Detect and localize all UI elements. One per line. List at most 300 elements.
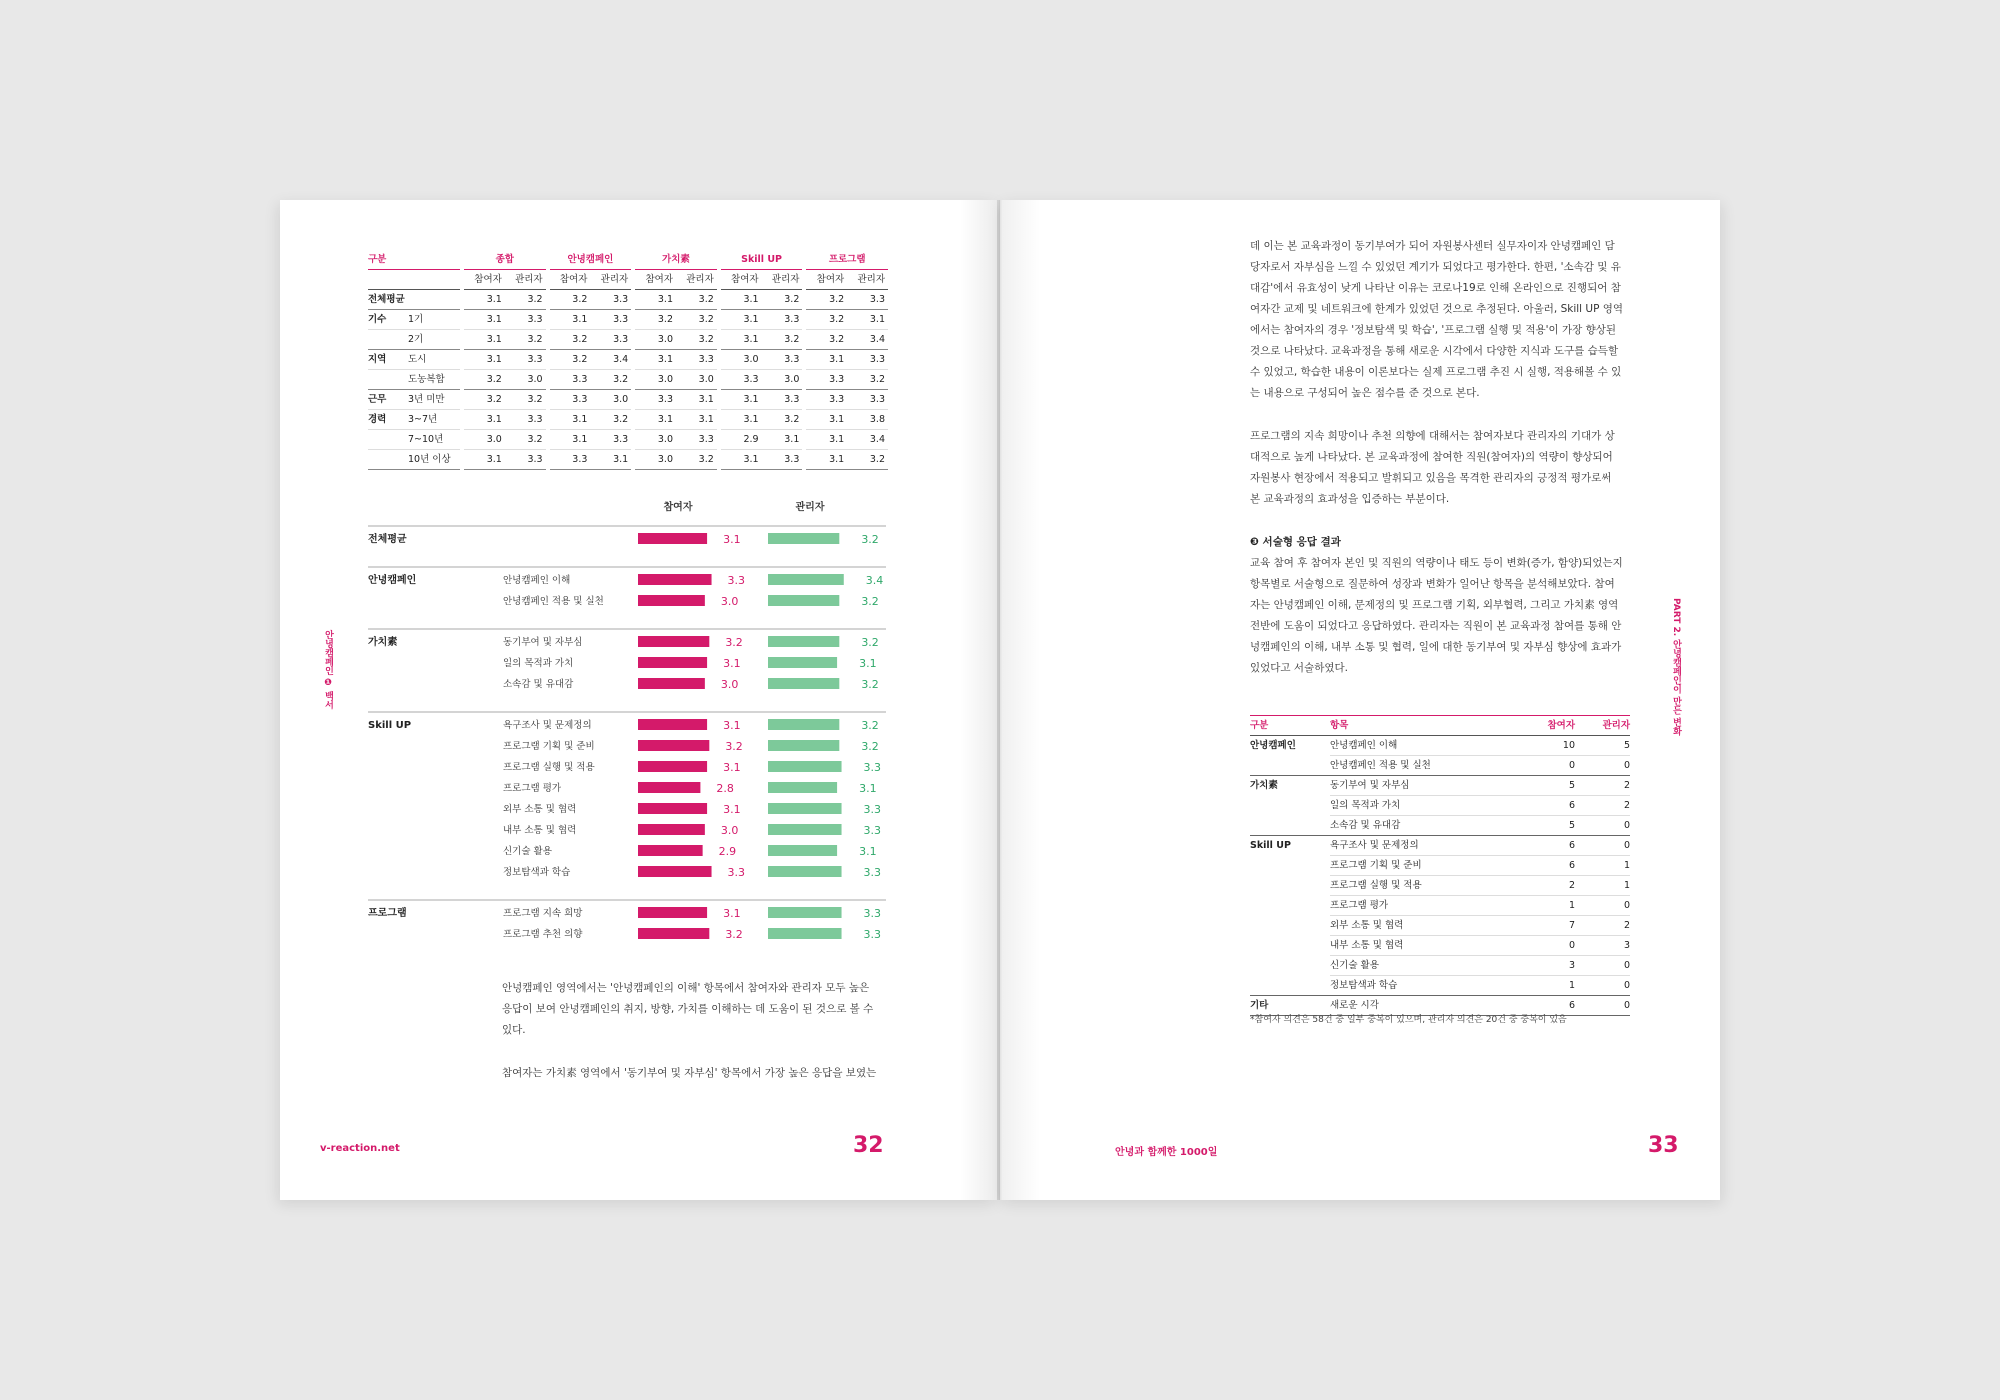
item-label: 욕구조사 및 문제정의 — [503, 720, 592, 731]
paragraph-line: 것으로 나타났다. 교육과정을 통해 새로운 시각에서 다양한 지식과 도구를 습득할 — [1250, 345, 1619, 357]
table-row — [368, 410, 888, 430]
value-cell: 3.1 — [464, 290, 505, 310]
value-cell: 3.2 — [806, 330, 847, 350]
row-category: Skill UP — [1250, 840, 1291, 852]
participant-count: 6 — [1520, 996, 1575, 1016]
header-cell: 구분 — [368, 250, 460, 270]
participant-count: 2 — [1520, 876, 1575, 896]
value-cell: 3.1 — [550, 310, 591, 330]
value-cell: 3.1 — [847, 310, 888, 330]
manager-bar — [768, 740, 839, 751]
item-label: 안녕캠페인 적용 및 실천 — [503, 596, 604, 607]
row-subcategory: 2기 — [408, 330, 460, 350]
value-cell: 3.3 — [505, 450, 546, 470]
row-item: 새로운 시각 — [1330, 996, 1520, 1016]
table-row — [1250, 916, 1630, 936]
row-item: 소속감 및 유대감 — [1330, 816, 1520, 836]
table-row — [1250, 796, 1630, 816]
value-cell: 3.1 — [635, 290, 676, 310]
group-label: 전체평균 — [368, 534, 407, 545]
value-cell: 3.1 — [464, 450, 505, 470]
value-cell: 3.2 — [762, 410, 803, 430]
value-cell: 3.2 — [847, 370, 888, 390]
participant-bar — [638, 761, 707, 772]
group-label: 가치素 — [368, 637, 398, 648]
manager-count: 0 — [1575, 836, 1630, 856]
row-subcategory: 3년 미만 — [408, 390, 460, 410]
value-cell: 3.2 — [676, 310, 717, 330]
manager-count: 0 — [1575, 976, 1630, 996]
item-label: 프로그램 기획 및 준비 — [503, 741, 595, 752]
row-item: 프로그램 실행 및 적용 — [1330, 876, 1520, 896]
summary-table — [368, 250, 888, 470]
manager-value: 3.2 — [861, 595, 879, 608]
participant-bar — [638, 595, 705, 606]
paragraph-line: 자원봉사 현장에서 적용되고 발휘되고 있음을 목격한 관리자의 긍정적 평가로써 — [1250, 472, 1612, 484]
value-cell: 3.1 — [721, 450, 762, 470]
manager-value: 3.2 — [861, 740, 879, 753]
value-cell: 3.3 — [762, 390, 803, 410]
value-cell: 3.2 — [550, 290, 591, 310]
value-cell: 3.2 — [676, 330, 717, 350]
subheader-cell: 관리자 — [762, 270, 803, 290]
row-subcategory: 1기 — [408, 310, 460, 330]
manager-bar — [768, 719, 839, 730]
participant-bar — [638, 928, 709, 939]
header-cell: 종합 — [464, 250, 546, 270]
value-cell: 3.2 — [847, 450, 888, 470]
participant-bar — [638, 803, 707, 814]
participant-count: 6 — [1520, 796, 1575, 816]
manager-value: 3.2 — [861, 533, 879, 546]
participant-value: 3.1 — [723, 803, 741, 816]
participant-value: 3.1 — [723, 907, 741, 920]
row-category — [1250, 856, 1330, 876]
value-cell: 3.3 — [505, 310, 546, 330]
value-cell: 3.2 — [464, 370, 505, 390]
subheader-cell: 참여자 — [806, 270, 847, 290]
participant-bar — [638, 782, 700, 793]
value-cell: 3.1 — [676, 410, 717, 430]
group-label: Skill UP — [368, 720, 412, 731]
value-cell: 3.2 — [676, 290, 717, 310]
value-cell: 3.1 — [550, 410, 591, 430]
table-header-row — [1250, 716, 1630, 736]
value-cell: 3.3 — [590, 330, 631, 350]
row-category: 안녕캠페인 — [1250, 740, 1296, 752]
table-row — [368, 310, 888, 330]
item-label: 프로그램 지속 희망 — [503, 908, 583, 919]
table-row — [368, 350, 888, 370]
right-page — [1000, 200, 1720, 1200]
participant-count: 3 — [1520, 956, 1575, 976]
footer-url[interactable]: v-reaction.net — [320, 1143, 400, 1154]
table-row — [1250, 816, 1630, 836]
paragraph-line: 녕캠페인의 이해, 내부 소통 및 협력, 일에 대한 동기부여 및 자부심 향상에 효과가 — [1250, 641, 1622, 653]
value-cell: 3.1 — [635, 350, 676, 370]
item-label: 외부 소통 및 협력 — [503, 804, 577, 815]
legend-manager: 관리자 — [795, 502, 825, 513]
value-cell: 3.3 — [762, 350, 803, 370]
participant-value: 3.2 — [725, 740, 743, 753]
item-label: 프로그램 평가 — [503, 783, 562, 794]
participant-count: 6 — [1520, 836, 1575, 856]
manager-count: 1 — [1575, 856, 1630, 876]
value-cell: 3.3 — [806, 390, 847, 410]
value-cell: 3.4 — [590, 350, 631, 370]
value-cell: 3.2 — [505, 430, 546, 450]
manager-count: 2 — [1575, 916, 1630, 936]
manager-value: 3.3 — [863, 803, 882, 816]
manager-bar — [768, 845, 837, 856]
manager-bar — [768, 761, 842, 772]
table-row — [1250, 776, 1630, 796]
paragraph-line: 교육 참여 후 참여자 본인 및 직원의 역량이나 태도 등이 변화(증가, 함양)되었는지 — [1250, 557, 1623, 569]
manager-count: 0 — [1575, 996, 1630, 1016]
table-row — [368, 430, 888, 450]
value-cell: 3.0 — [590, 390, 631, 410]
manager-bar — [768, 928, 842, 939]
row-subcategory: 3~7년 — [408, 410, 460, 430]
value-cell: 3.0 — [635, 450, 676, 470]
manager-bar — [768, 824, 842, 835]
value-cell: 3.2 — [806, 310, 847, 330]
value-cell: 3.1 — [550, 430, 591, 450]
value-cell: 3.0 — [464, 430, 505, 450]
manager-value: 3.3 — [863, 761, 882, 774]
participant-bar — [638, 824, 705, 835]
paragraph-line: 여자간 교제 및 네트워크에 한계가 있었던 것으로 추정된다. 아울러, Skill UP 영역 — [1250, 303, 1624, 315]
row-item: 안녕캠페인 이해 — [1330, 736, 1520, 756]
participant-count: 1 — [1520, 896, 1575, 916]
value-cell: 3.2 — [762, 330, 803, 350]
value-cell: 3.3 — [762, 450, 803, 470]
paragraph-line: 에서는 참여자의 경우 '정보탐색 및 학습', '프로그램 실행 및 적용'이 가장 향상된 — [1250, 324, 1617, 336]
side-label: PART 2. 안녕캠페인이 만든 변화 — [1671, 598, 1681, 736]
row-category: 경력 — [368, 410, 408, 430]
manager-count: 0 — [1575, 896, 1630, 916]
row-item: 신기술 활용 — [1330, 956, 1520, 976]
value-cell: 3.0 — [505, 370, 546, 390]
narrative-response-table — [1250, 715, 1630, 1016]
item-label: 신기술 활용 — [503, 846, 552, 857]
group-label: 프로그램 — [368, 908, 407, 919]
row-category — [1250, 956, 1330, 976]
value-cell: 2.9 — [721, 430, 762, 450]
manager-count: 0 — [1575, 956, 1630, 976]
row-item: 정보탐색과 학습 — [1330, 976, 1520, 996]
value-cell: 3.2 — [676, 450, 717, 470]
table-row — [1250, 956, 1630, 976]
value-cell: 3.3 — [635, 390, 676, 410]
subheader-cell: 관리자 — [505, 270, 546, 290]
table-row — [1250, 936, 1630, 956]
value-cell: 3.0 — [635, 330, 676, 350]
item-label: 안녕캠페인 이해 — [503, 575, 571, 586]
value-cell: 3.3 — [847, 350, 888, 370]
manager-bar — [768, 782, 837, 793]
paragraph-line: 는 내용으로 구성되어 높은 점수를 준 것으로 본다. — [1250, 387, 1480, 399]
value-cell: 3.1 — [721, 290, 762, 310]
table-row — [1250, 736, 1630, 756]
value-cell: 3.0 — [635, 370, 676, 390]
manager-value: 3.2 — [861, 678, 879, 691]
manager-value: 3.1 — [859, 657, 877, 670]
footer-title: 안녕과 함께한 1000일 — [1115, 1147, 1218, 1158]
row-item: 욕구조사 및 문제정의 — [1330, 836, 1520, 856]
value-cell: 3.2 — [590, 410, 631, 430]
manager-count: 1 — [1575, 876, 1630, 896]
value-cell: 3.3 — [847, 290, 888, 310]
side-label: 안녕캠페인 ❶ 백서 — [323, 630, 333, 710]
value-cell: 3.2 — [505, 330, 546, 350]
paragraph-line: 안녕캠페인 영역에서는 '안녕캠페인의 이해' 항목에서 참여자와 관리자 모두 높은 — [502, 982, 870, 994]
row-item: 내부 소통 및 협력 — [1330, 936, 1520, 956]
participant-bar — [638, 719, 707, 730]
row-subcategory: 도농복합 — [408, 370, 460, 390]
manager-count: 2 — [1575, 796, 1630, 816]
value-cell: 3.3 — [847, 390, 888, 410]
row-category: 지역 — [368, 350, 408, 370]
item-label: 소속감 및 유대감 — [503, 679, 574, 690]
row-category: 근무 — [368, 390, 408, 410]
row-category — [1250, 936, 1330, 956]
participant-count: 1 — [1520, 976, 1575, 996]
row-category — [1250, 896, 1330, 916]
participant-value: 3.1 — [723, 657, 741, 670]
paragraph-line: 참여자는 가치素 영역에서 '동기부여 및 자부심' 항목에서 가장 높은 응답을 보였는 — [502, 1067, 877, 1079]
item-label: 프로그램 실행 및 적용 — [503, 762, 595, 773]
row-category — [368, 450, 408, 470]
table-row — [1250, 836, 1630, 856]
item-label: 내부 소통 및 협력 — [503, 825, 577, 836]
row-item: 일의 목적과 가치 — [1330, 796, 1520, 816]
paragraph-line: 대감'에서 유효성이 낮게 나타난 이유는 코로나19로 인해 온라인으로 진행되어 참 — [1250, 282, 1621, 294]
value-cell: 3.1 — [464, 330, 505, 350]
value-cell: 3.2 — [464, 390, 505, 410]
paragraph-line: 수 있었고, 학습한 내용이 이론보다는 실제 프로그램 추진 시 실행, 적용해볼 수 있 — [1250, 366, 1622, 378]
bar-chart — [368, 490, 898, 960]
participant-value: 3.3 — [727, 574, 746, 587]
value-cell: 3.1 — [721, 330, 762, 350]
manager-bar — [768, 574, 844, 585]
value-cell: 3.0 — [635, 430, 676, 450]
subheader-cell: 참여자 — [550, 270, 591, 290]
row-category: 가치素 — [1250, 780, 1278, 792]
paragraph-line: 자는 안녕캠페인 이해, 문제정의 및 프로그램 기획, 외부협력, 그리고 가치素 영역 — [1250, 599, 1619, 611]
manager-bar — [768, 657, 837, 668]
participant-value: 3.2 — [725, 928, 743, 941]
row-subcategory: 도시 — [408, 350, 460, 370]
value-cell: 3.1 — [762, 430, 803, 450]
group-label: 안녕캠페인 — [368, 575, 417, 586]
subheader-cell: 관리자 — [676, 270, 717, 290]
row-category — [1250, 976, 1330, 996]
row-category — [368, 430, 408, 450]
table-subheader-row — [368, 270, 888, 290]
participant-bar — [638, 907, 707, 918]
value-cell: 3.4 — [847, 430, 888, 450]
value-cell: 3.2 — [635, 310, 676, 330]
row-category — [368, 370, 408, 390]
value-cell: 3.2 — [550, 330, 591, 350]
header-cell: 가치素 — [635, 250, 717, 270]
participant-bar — [638, 657, 707, 668]
value-cell: 3.1 — [721, 310, 762, 330]
participant-bar — [638, 845, 703, 856]
table-row — [368, 330, 888, 350]
row-item: 안녕캠페인 적용 및 실천 — [1330, 756, 1520, 776]
subheader-cell: 참여자 — [464, 270, 505, 290]
table-row — [368, 290, 888, 310]
participant-count: 5 — [1520, 816, 1575, 836]
value-cell: 3.0 — [762, 370, 803, 390]
manager-count: 0 — [1575, 756, 1630, 776]
value-cell: 3.1 — [806, 350, 847, 370]
subheader-cell: 관리자 — [590, 270, 631, 290]
paragraph-line: 있다. — [502, 1024, 526, 1036]
participant-value: 3.0 — [720, 824, 739, 837]
participant-value: 3.1 — [723, 533, 741, 546]
row-item: 프로그램 평가 — [1330, 896, 1520, 916]
row-category — [1250, 916, 1330, 936]
participant-count: 6 — [1520, 856, 1575, 876]
participant-bar — [638, 740, 709, 751]
paragraph-line: 당자로서 자부심을 느낄 수 있었던 계기가 되었다고 평가한다. 한편, '소속감 및 유 — [1250, 261, 1621, 273]
participant-count: 7 — [1520, 916, 1575, 936]
value-cell: 3.1 — [464, 310, 505, 330]
manager-bar — [768, 636, 839, 647]
participant-count: 5 — [1520, 776, 1575, 796]
participant-count: 10 — [1520, 736, 1575, 756]
paragraph-line: 대적으로 높게 나타났다. 본 교육과정에 참여한 직원(참여자)의 역량이 향상되어 — [1250, 451, 1613, 463]
table-row — [1250, 896, 1630, 916]
row-category — [1250, 876, 1330, 896]
value-cell: 3.1 — [590, 450, 631, 470]
value-cell: 3.3 — [676, 430, 717, 450]
participant-count: 0 — [1520, 936, 1575, 956]
value-cell: 3.3 — [762, 310, 803, 330]
value-cell: 3.8 — [847, 410, 888, 430]
table-footnote: *참여자 의견은 58건 중 일부 중복이 있으며, 관리자 의견은 20건 중 중복이 있음 — [1250, 1015, 1567, 1025]
header-cell: 참여자 — [1520, 716, 1575, 736]
header-cell: Skill UP — [721, 250, 803, 270]
paragraph-line: 응답이 보여 안녕캠페인의 취지, 방향, 가치를 이해하는 데 도움이 된 것으로 볼 수 — [502, 1003, 874, 1015]
table-row — [368, 390, 888, 410]
item-label: 동기부여 및 자부심 — [503, 637, 583, 648]
participant-value: 3.0 — [720, 595, 739, 608]
row-category — [1250, 756, 1330, 776]
header-cell: 프로그램 — [806, 250, 888, 270]
subheader-cell: 참여자 — [635, 270, 676, 290]
value-cell: 3.1 — [464, 350, 505, 370]
table-row — [368, 450, 888, 470]
value-cell: 3.1 — [464, 410, 505, 430]
header-cell: 항목 — [1330, 716, 1520, 736]
participant-value: 3.1 — [723, 719, 741, 732]
subheader-cell: 참여자 — [721, 270, 762, 290]
participant-value: 3.1 — [723, 761, 741, 774]
table-row — [1250, 756, 1630, 776]
table-row — [1250, 976, 1630, 996]
value-cell: 3.3 — [550, 390, 591, 410]
item-label: 프로그램 추천 의향 — [503, 929, 583, 940]
value-cell: 3.0 — [721, 350, 762, 370]
participant-value: 3.0 — [720, 678, 739, 691]
paragraph-line: 있었다고 서술하였다. — [1250, 662, 1348, 674]
legend-participant: 참여자 — [663, 502, 693, 513]
participant-bar — [638, 533, 707, 544]
row-category — [1250, 796, 1330, 816]
row-item: 외부 소통 및 협력 — [1330, 916, 1520, 936]
participant-bar — [638, 866, 712, 877]
value-cell: 3.3 — [721, 370, 762, 390]
manager-value: 3.1 — [859, 845, 877, 858]
value-cell: 3.2 — [590, 370, 631, 390]
value-cell: 3.1 — [721, 410, 762, 430]
value-cell: 3.3 — [590, 310, 631, 330]
manager-count: 5 — [1575, 736, 1630, 756]
value-cell: 3.3 — [676, 350, 717, 370]
item-label: 정보탐색과 학습 — [503, 867, 571, 878]
paragraph-line: 프로그램의 지속 희망이나 추천 의향에 대해서는 참여자보다 관리자의 기대가 상 — [1250, 430, 1615, 442]
section-heading: ❸ 서술형 응답 결과 — [1250, 536, 1341, 548]
manager-bar — [768, 533, 839, 544]
row-category — [1250, 816, 1330, 836]
value-cell: 3.2 — [762, 290, 803, 310]
value-cell: 3.2 — [806, 290, 847, 310]
manager-count: 0 — [1575, 816, 1630, 836]
manager-value: 3.3 — [863, 824, 882, 837]
manager-value: 3.2 — [861, 636, 879, 649]
page-number: 33 — [1648, 1133, 1679, 1158]
header-cell: 구분 — [1250, 716, 1330, 736]
table-row — [1250, 856, 1630, 876]
manager-count: 3 — [1575, 936, 1630, 956]
header-cell: 관리자 — [1575, 716, 1630, 736]
table-row — [368, 370, 888, 390]
value-cell: 3.3 — [505, 350, 546, 370]
participant-value: 3.3 — [727, 866, 746, 879]
value-cell: 3.1 — [806, 430, 847, 450]
manager-value: 3.1 — [859, 782, 877, 795]
subheader-cell: 관리자 — [847, 270, 888, 290]
paragraph-line: 항목별로 서술형으로 질문하여 성장과 변화가 일어난 항목을 분석해보았다. 참여 — [1250, 578, 1615, 590]
participant-bar — [638, 678, 705, 689]
manager-value: 3.3 — [863, 928, 882, 941]
manager-bar — [768, 866, 842, 877]
value-cell: 3.0 — [676, 370, 717, 390]
participant-bar — [638, 636, 709, 647]
paragraph-line: 전반에 도움이 되었다고 응답하였다. 관리자는 직원이 본 교육과정 참여를 통해 안 — [1250, 620, 1622, 632]
header-cell: 안녕캠페인 — [550, 250, 632, 270]
value-cell: 3.2 — [505, 390, 546, 410]
manager-bar — [768, 678, 839, 689]
value-cell: 3.4 — [847, 330, 888, 350]
value-cell: 3.1 — [806, 410, 847, 430]
table-row — [1250, 876, 1630, 896]
participant-count: 0 — [1520, 756, 1575, 776]
row-subcategory: 10년 이상 — [408, 450, 460, 470]
manager-value: 3.3 — [863, 866, 882, 879]
manager-bar — [768, 595, 839, 606]
value-cell: 3.3 — [590, 430, 631, 450]
row-category: 기타 — [1250, 996, 1330, 1016]
value-cell: 3.2 — [505, 290, 546, 310]
paragraph-line: 데 이는 본 교육과정이 동기부여가 되어 자원봉사센터 실무자이자 안녕캠페인 담 — [1250, 240, 1615, 252]
manager-value: 3.2 — [861, 719, 879, 732]
value-cell: 3.3 — [806, 370, 847, 390]
